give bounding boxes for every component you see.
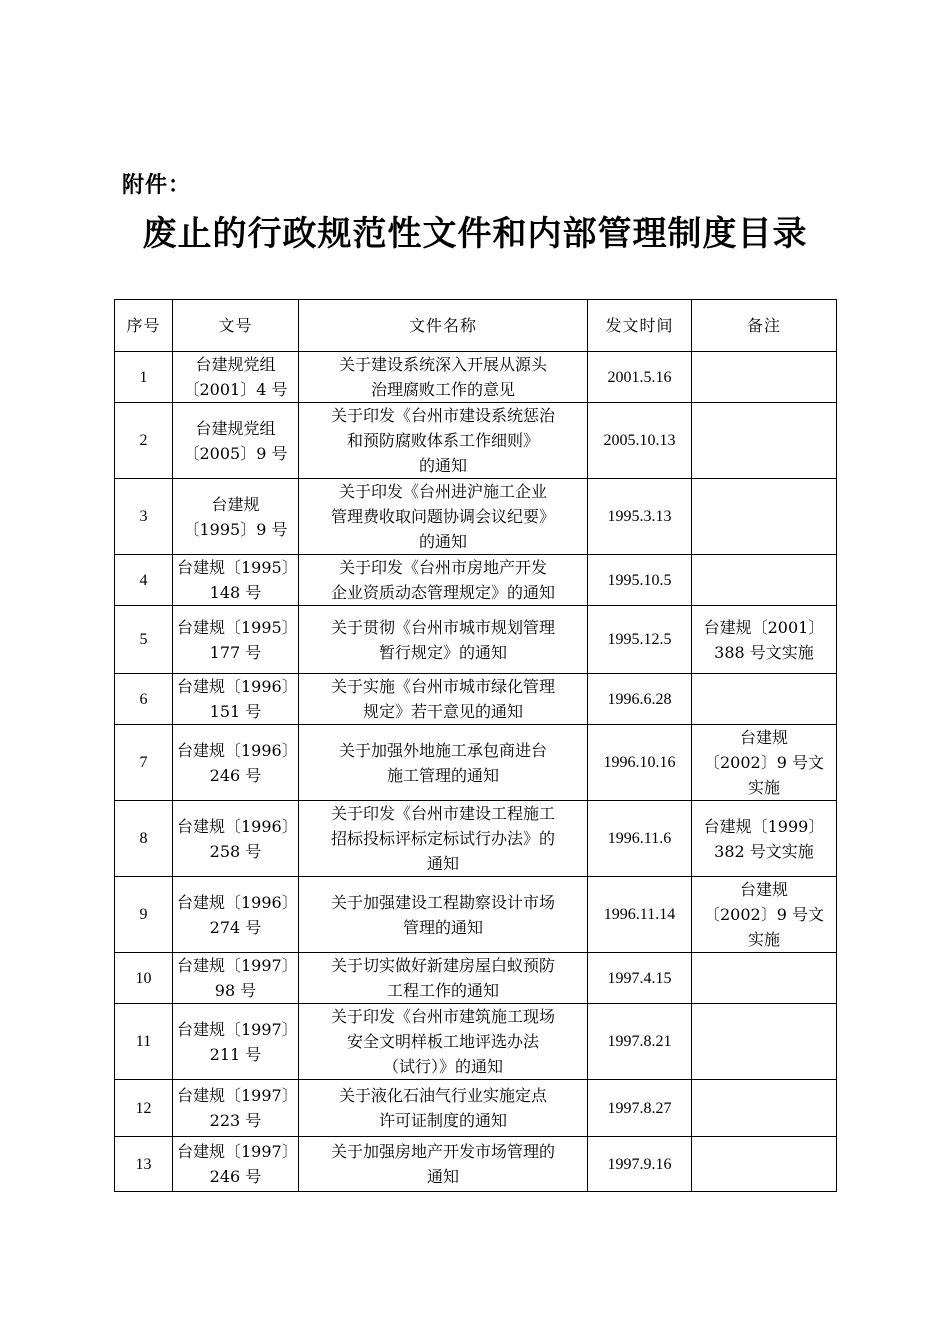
document-name-cell [299, 953, 588, 1004]
document-number-line: 246 号 [209, 1167, 262, 1186]
document-name-cell [299, 606, 588, 674]
document-number-cell [173, 1137, 299, 1192]
serial-number-cell: 4 [115, 555, 173, 606]
document-number-line: 台建规〔1996〕 [177, 677, 298, 696]
serial-number-cell: 6 [115, 674, 173, 725]
document-number-line: 177 号 [209, 642, 262, 662]
serial-number-cell: 13 [115, 1137, 173, 1192]
document-name-cell [299, 725, 588, 801]
issue-date-cell: 1996.11.14 [588, 877, 692, 953]
document-name-line: 的通知 [418, 456, 467, 475]
serial-number-cell: 5 [115, 606, 173, 674]
header-remarks: 备注 [692, 300, 837, 352]
document-name-line: 关于切实做好新建房屋白蚁预防 [330, 956, 555, 975]
document-number-line: 台建规〔1995〕 [177, 558, 298, 577]
serial-number-cell: 11 [115, 1004, 173, 1080]
document-number-cell [173, 1080, 299, 1137]
document-number-cell [173, 877, 299, 953]
document-name-cell [299, 403, 588, 479]
document-name-line: 的通知 [418, 532, 467, 551]
serial-number-cell: 7 [115, 725, 173, 801]
document-name-line: 通知 [426, 854, 459, 873]
document-number-line: 223 号 [209, 1111, 262, 1130]
document-name-line: 规定》若干意见的通知 [362, 702, 523, 721]
document-name-line: 关于印发《台州市建设系统惩治 [330, 406, 555, 425]
document-number-cell [173, 403, 299, 479]
remark-line: 台建规 [739, 728, 788, 747]
document-name-cell [299, 555, 588, 606]
document-number-line: 台建规党组 [195, 355, 276, 374]
document-name-line: 治理腐败工作的意见 [370, 380, 515, 399]
document-name-line: 通知 [426, 1167, 459, 1186]
header-document-number: 文号 [173, 300, 299, 352]
remarks-cell [692, 1137, 837, 1192]
issue-date-cell: 1997.4.15 [588, 953, 692, 1004]
remark-line: 实施 [747, 778, 780, 797]
document-number-line: 台建规〔1997〕 [177, 1019, 298, 1039]
document-number-cell [173, 352, 299, 403]
remark-line: 台建规 [739, 880, 788, 899]
document-number-line: 台建规〔1995〕 [177, 617, 298, 637]
issue-date-cell: 1995.10.5 [588, 555, 692, 606]
table-row [115, 1004, 837, 1080]
document-number-line: 台建规〔1997〕 [177, 1142, 298, 1161]
serial-number-cell: 3 [115, 479, 173, 555]
document-name-line: 关于印发《台州进沪施工企业 [338, 482, 547, 501]
document-number-cell [173, 479, 299, 555]
table-row [115, 1137, 837, 1192]
header-document-name: 文件名称 [299, 300, 588, 352]
table-row [115, 953, 837, 1004]
document-name-line: 关于印发《台州市建筑施工现场 [330, 1007, 555, 1026]
document-number-cell [173, 953, 299, 1004]
remarks-cell [692, 801, 837, 877]
document-number-line: 台建规〔1996〕 [177, 816, 298, 836]
table-row [115, 1080, 837, 1137]
document-name-cell [299, 479, 588, 555]
document-name-line: 和预防腐败体系工作细则》 [346, 431, 539, 450]
document-number-cell [173, 674, 299, 725]
document-number-cell [173, 606, 299, 674]
document-name-line: 工程工作的通知 [386, 981, 499, 1000]
document-number-cell [173, 725, 299, 801]
issue-date-cell: 1997.8.27 [588, 1080, 692, 1137]
document-number-line: 〔2005〕9 号 [183, 443, 288, 463]
remarks-cell [692, 479, 837, 555]
header-serial-number: 序号 [115, 300, 173, 352]
document-name-cell [299, 1137, 588, 1192]
remark-line: 台建规〔2001〕 [703, 617, 825, 637]
remarks-cell [692, 606, 837, 674]
document-number-line: 246 号 [209, 765, 262, 785]
document-name-line: 关于印发《台州市房地产开发 [338, 558, 547, 577]
document-name-line: 关于实施《台州市城市绿化管理 [330, 677, 555, 696]
serial-number-cell: 12 [115, 1080, 173, 1137]
document-name-line: 关于液化石油气行业实施定点 [338, 1086, 547, 1105]
attachment-label: 附件： [122, 173, 192, 198]
issue-date-cell: 1997.8.21 [588, 1004, 692, 1080]
header-issue-date: 发文时间 [588, 300, 692, 352]
remarks-cell [692, 674, 837, 725]
table-row [115, 674, 837, 725]
table-row [115, 801, 837, 877]
remark-line: 〔2002〕9 号文 [704, 905, 824, 924]
remark-line: 388 号文实施 [714, 642, 814, 662]
remark-line: 台建规〔1999〕 [703, 816, 825, 836]
issue-date-cell: 1996.10.16 [588, 725, 692, 801]
document-name-line: 关于贯彻《台州市城市规划管理 [330, 617, 555, 637]
document-number-cell [173, 1004, 299, 1080]
document-number-line: 98 号 [214, 981, 257, 1000]
document-number-line: 台建规〔1996〕 [177, 740, 298, 760]
document-number-line: 〔2001〕4 号 [183, 380, 288, 399]
issue-date-cell: 1996.6.28 [588, 674, 692, 725]
issue-date-cell: 1995.3.13 [588, 479, 692, 555]
remarks-cell [692, 877, 837, 953]
table-row [115, 479, 837, 555]
document-number-line: 台建规〔1997〕 [177, 1086, 298, 1105]
issue-date-cell: 1997.9.16 [588, 1137, 692, 1192]
document-number-line: 台建规 [211, 494, 260, 514]
serial-number-cell: 8 [115, 801, 173, 877]
document-name-line: 关于印发《台州市建设工程施工 [330, 804, 555, 823]
table-body [115, 352, 837, 1192]
issue-date-cell: 2001.5.16 [588, 352, 692, 403]
document-number-cell [173, 801, 299, 877]
remark-line: 〔2002〕9 号文 [704, 753, 824, 772]
table-row [115, 725, 837, 801]
document-name-line: 施工管理的通知 [386, 765, 499, 785]
document-name-cell [299, 877, 588, 953]
remark-line: 实施 [747, 930, 780, 949]
remarks-cell [692, 1080, 837, 1137]
document-number-line: 台建规〔1997〕 [177, 956, 298, 975]
issue-date-cell: 1996.11.6 [588, 801, 692, 877]
serial-number-cell: 10 [115, 953, 173, 1004]
repealed-documents-table [114, 299, 837, 1192]
document-number-line: 274 号 [209, 917, 262, 937]
document-name-line: 管理的通知 [402, 917, 483, 937]
table-row [115, 403, 837, 479]
document-name-cell [299, 801, 588, 877]
document-name-line: 招标投标评标定标试行办法》的 [330, 829, 555, 848]
table-row [115, 555, 837, 606]
document-name-line: 许可证制度的通知 [378, 1111, 507, 1130]
document-name-line: 关于加强房地产开发市场管理的 [330, 1142, 555, 1161]
remarks-cell [692, 725, 837, 801]
remark-line: 382 号文实施 [714, 841, 814, 861]
table-row [115, 352, 837, 403]
table-header-row [115, 300, 837, 352]
document-name-cell [299, 674, 588, 725]
remarks-cell [692, 403, 837, 479]
document-name-line: 关于加强外地施工承包商进台 [338, 740, 547, 760]
serial-number-cell: 9 [115, 877, 173, 953]
document-name-line: 安全文明样板工地评选办法 [346, 1032, 539, 1051]
document-number-line: 151 号 [209, 702, 262, 721]
document-number-line: 211 号 [209, 1044, 262, 1064]
document-name-cell [299, 1004, 588, 1080]
serial-number-cell: 2 [115, 403, 173, 479]
issue-date-cell: 1995.12.5 [588, 606, 692, 674]
document-name-line: 暂行规定》的通知 [378, 642, 507, 662]
document-title: 废止的行政规范性文件和内部管理制度目录 [142, 214, 808, 254]
document-name-cell [299, 352, 588, 403]
document-name-line: 关于加强建设工程勘察设计市场 [330, 892, 555, 912]
document-number-line: 台建规党组 [195, 418, 276, 438]
remarks-cell [692, 555, 837, 606]
document-name-line: 企业资质动态管理规定》的通知 [330, 583, 555, 602]
document-number-line: 258 号 [209, 841, 262, 861]
document-number-line: 台建规〔1996〕 [177, 892, 298, 912]
remarks-cell [692, 1004, 837, 1080]
table-row [115, 877, 837, 953]
remarks-cell [692, 352, 837, 403]
document-name-line: 关于建设系统深入开展从源头 [338, 355, 547, 374]
document-name-line: （试行）》的通知 [382, 1057, 503, 1076]
remarks-cell [692, 953, 837, 1004]
issue-date-cell: 2005.10.13 [588, 403, 692, 479]
document-name-cell [299, 1080, 588, 1137]
document-number-cell [173, 555, 299, 606]
document-number-line: 〔1995〕9 号 [183, 519, 288, 539]
document-number-line: 148 号 [209, 583, 262, 602]
serial-number-cell: 1 [115, 352, 173, 403]
document-name-line: 管理费收取问题协调会议纪要》 [330, 507, 555, 526]
table-row [115, 606, 837, 674]
